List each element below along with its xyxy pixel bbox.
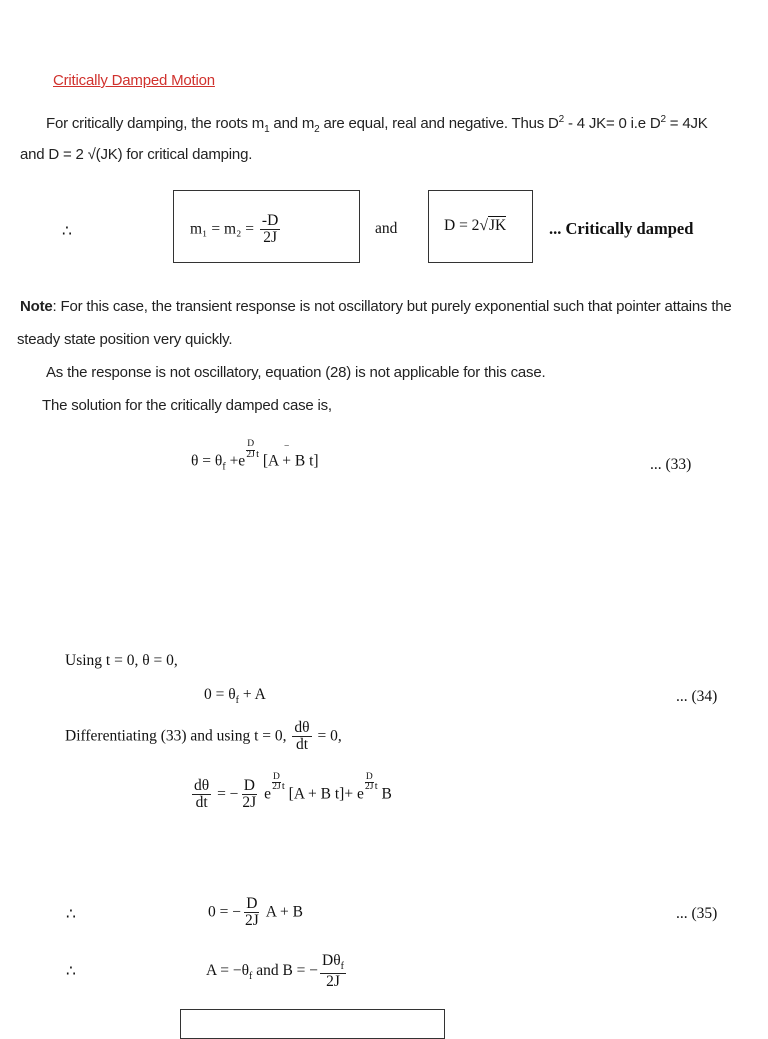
deq-frac-den: 2J [242,794,257,812]
diff-rest: = 0, [313,727,342,745]
m2-symbol: m [301,115,315,132]
d-squared-sup-1: 2 [558,114,565,125]
final-b-frac [320,953,346,990]
eq33-label: ... (33) [650,456,692,473]
para1-text-1: For critically damping, the roots [46,115,252,132]
para-not-oscillatory: As the response is not oscillatory, equation (28) is not applicable for this case. [46,364,546,381]
final-and: and B = − [252,961,319,979]
equation-33 [191,439,319,473]
equal-roots-equation [190,213,282,247]
m1-subscript: 1 [264,124,270,135]
partial-boxed-equation [180,1009,445,1039]
deq-equals: = − [213,785,239,803]
eq33-sub-f: f [222,461,226,473]
note-label: Note [20,298,53,315]
using-initial-conditions: Using t = 0, θ = 0, [65,652,178,669]
note-text: : For this case, the transient response is not oscillatory but purely exponential such that pointer attains the [52,298,732,315]
eq33-lhs: θ = θ [191,452,223,470]
deq-frac-num: D [243,777,255,794]
frac-num: -D [261,212,279,229]
para1-text-5: = 4JK [665,115,708,132]
eq33-exp-t: t [256,448,259,460]
frac-den: 2J [263,229,277,247]
deq-lhs-frac [192,778,211,812]
critically-damped-label: ... Critically damped [549,219,694,238]
diff-text: Differentiating (33) and using t = 0, [65,727,291,745]
deq-exp1-den: 2J [272,782,281,793]
m1-symbol: m [251,115,265,132]
para1-text-4: - 4 JK= 0 i.e D [564,115,661,132]
equal-roots-box [173,190,360,263]
para-critical-roots [46,114,708,135]
diff-num: dθ [294,719,310,736]
final-sub-f: f [249,971,253,983]
deq-end: B [377,785,392,803]
deq-exp1 [272,773,281,793]
therefore-symbol: ∴ [62,223,72,240]
d-squared-sup-2: 2 [660,114,666,125]
critical-d-lhs: D = 2 [444,217,480,234]
critical-d-box [428,190,533,263]
therefore-symbol-2: ∴ [66,906,76,923]
section-heading: Critically Damped Motion [53,72,215,89]
eq35-den: 2J [244,912,259,930]
therefore-symbol-3: ∴ [66,963,76,980]
sqrt-argument: JK [488,217,507,234]
final-a-eq: A = −θ [206,961,249,979]
final-b-den: 2J [326,972,340,990]
para1-text-3: are equal, real and negative. Thus D [319,115,559,132]
eq35-frac [243,896,261,930]
para-solution-intro: The solution for the critically damped case is, [42,397,332,414]
deq-lhs-num: dθ [194,777,210,794]
and-label: and [375,220,398,237]
critical-d-equation [444,217,506,235]
eq35-num: D [246,895,258,912]
derivative-equation [190,771,392,812]
note-line2: steady state position very quickly. [17,331,233,348]
eq35-label: ... (35) [676,905,718,922]
eq34-rest: + A [239,686,266,703]
eq33-exp-minus: − [284,442,290,452]
equation-34 [204,686,266,706]
eq35-lhs: 0 = − [208,903,241,921]
deq-exp2-t: t [374,781,378,793]
differentiating-line [65,720,342,754]
dtheta-dt [292,720,311,754]
equal-roots-lhs: m₁ = m₂ = [190,220,255,238]
final-b-num-text: Dθ [322,952,341,969]
deq-exp1-num: D [272,771,280,782]
eq34-label: ... (34) [676,688,718,705]
deq-exp2 [365,773,374,793]
deq-exp2-den: 2J [365,782,374,793]
para1-line2: and D = 2 √(JK) for critical damping. [20,146,253,163]
deq-e1: e [260,785,271,803]
equation-35 [208,896,303,930]
sqrt-sign: √ [479,217,488,234]
final-equation [206,953,348,990]
eq33-exponent [246,440,255,460]
eq33-plus-e: +e [225,452,246,470]
diff-den: dt [295,736,309,754]
eq34-sub-f: f [235,695,240,707]
deq-exp2-num: D [365,771,373,782]
deq-d-over-2j [240,778,258,812]
deq-exp1-t: t [281,781,285,793]
deq-mid: [A + B t]+ e [284,785,364,803]
final-b-num [320,953,346,974]
m2-subscript: 2 [314,124,320,135]
deq-lhs-den: dt [195,794,208,812]
minus-d-over-2j [260,213,280,247]
eq33-exp-den: 2J [246,449,255,460]
final-b-num-sub: f [340,961,345,973]
eq33-bracket: [A + B t] [262,452,319,470]
eq33-exp-num: D [247,439,255,449]
eq35-rest: A + B [262,903,303,921]
para1-text-2: and [269,115,302,132]
eq34-lhs: 0 = θ [204,686,236,703]
note-line1 [20,298,732,315]
